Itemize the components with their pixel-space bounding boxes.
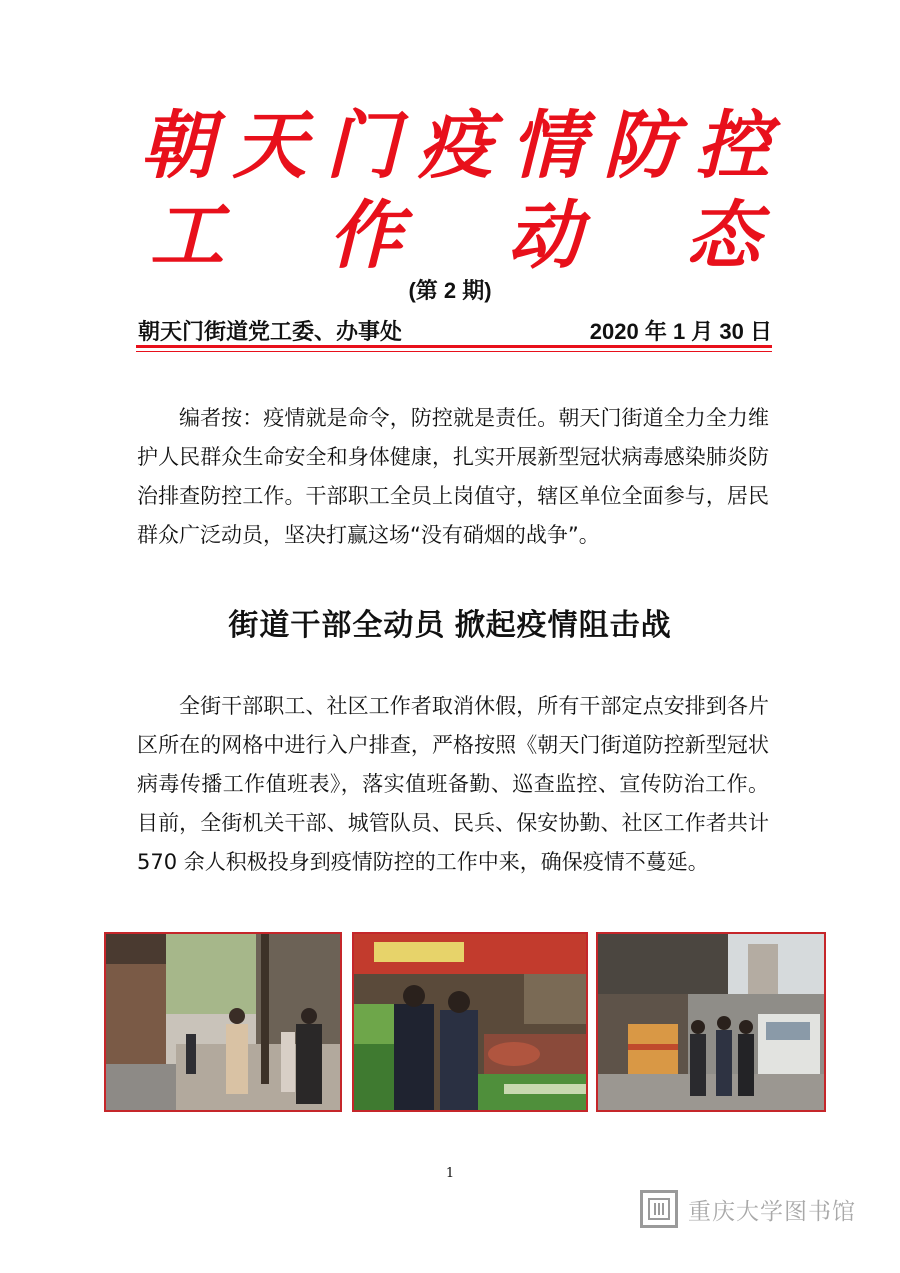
header-rule-thick [136,345,772,348]
masthead-char: 防 [603,103,678,189]
masthead-char: 控 [695,103,770,189]
header-rule-thin [136,351,772,352]
masthead-line-2 [140,192,770,280]
masthead-char: 天 [232,103,307,189]
street-patrol-photo [104,932,342,1112]
library-logo-icon [640,1190,678,1228]
masthead-line-1 [140,102,770,190]
masthead-char: 门 [325,103,400,189]
masthead-char: 动 [507,193,582,279]
masthead-char: 朝 [140,103,214,189]
publisher: 朝天门街道党工委、办事处 [138,319,403,344]
issue-number: (第 2 期) [408,278,492,303]
vegetable-market-photo [352,932,588,1112]
article-body: 全街干部职工、社区工作者取消休假，所有干部定点安排到各片区所在的网格中进行入户排查，严格按照《朝天门街道防控新型冠状病毒传播工作值班表》，落实值班备勤、巡查监控、宣传防治工作。目前，全街机关干部、城管队员、民兵、保安协勤、社区工作者共计 570 余人积极投身到疫情防控的工作中来，确保疫情不蔓延。 [137,694,769,874]
alley-inspection-photo [596,932,826,1112]
editor-note: 编者按：疫情就是命令，防控就是责任。朝天门街道全力全力维护人民群众生命安全和身体健康，扎实开展新型冠状病毒感染肺炎防治排查防控工作。干部职工全员上岗值守，辖区单位全面参与，居民群众广泛动员，坚决打赢这场“没有硝烟的战争”。 [137,406,769,547]
masthead-char: 情 [510,103,585,189]
page-number: 1 [445,1166,455,1181]
publish-date: 2020 年 1 月 30 日 [589,319,772,344]
masthead-char: 疫 [417,103,492,189]
watermark-text: 重庆大学图书馆 [688,1198,856,1225]
masthead-char: 态 [685,193,760,279]
masthead-char: 作 [328,193,403,279]
masthead-char: 工 [150,193,224,279]
library-watermark [640,1190,856,1228]
publication-info [138,315,772,346]
article-headline: 街道干部全动员 掀起疫情阻击战 [228,609,672,642]
